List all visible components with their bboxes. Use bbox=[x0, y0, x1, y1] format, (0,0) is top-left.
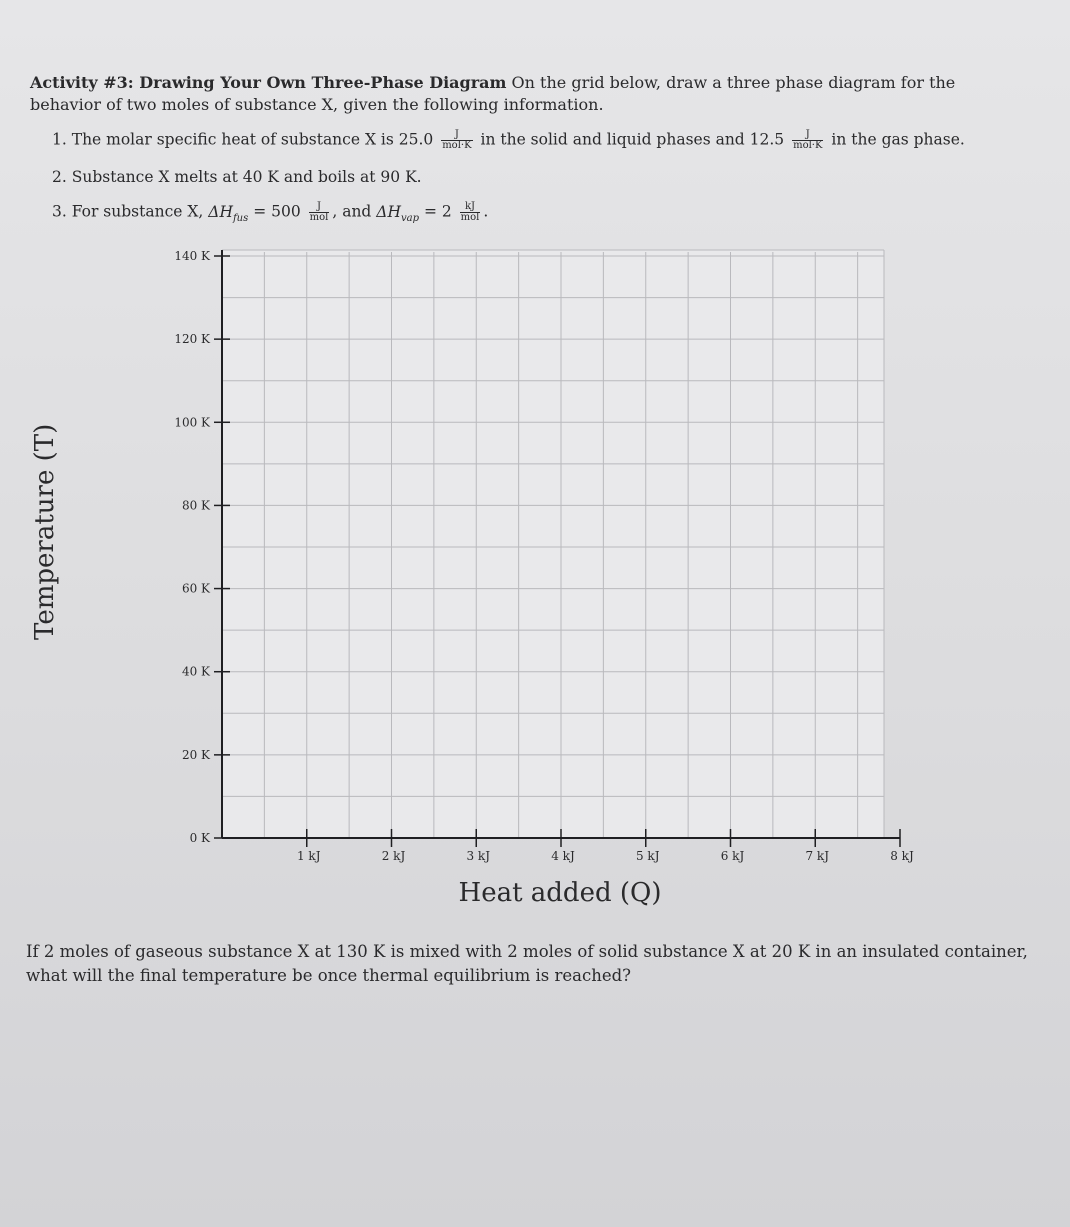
x-tick-label: 2 kJ bbox=[381, 849, 406, 863]
y-tick-label: 100 K bbox=[174, 415, 210, 430]
y-tick-label: 0 K bbox=[189, 831, 210, 845]
list-item: 3. For substance X, $\Delta H_{fus} = 500$ $\frac{J}{\text{mol}}$ , and $\Delta H_{vap} = 2$ $\frac{kJ}{\text{mol}}$ . bbox=[52, 201, 489, 224]
unit-fraction: $\frac{J}{\text{mol}}$ bbox=[309, 201, 329, 223]
unit-fraction: $\frac{J}{\text{mol·K}}$ bbox=[793, 129, 823, 151]
activity-instructions: On the grid below, draw a three phase diagram for the behavior of two moles of substance X, given the following information. bbox=[30, 73, 956, 114]
y-tick-label: 20 K bbox=[181, 747, 210, 762]
delta-h-vap: $\Delta H_{vap}$ bbox=[376, 202, 420, 224]
dh-vap-value: = 2 bbox=[423, 202, 452, 221]
x-tick-label: 8 kJ bbox=[890, 849, 914, 863]
unit-fraction: $\frac{kJ}{\text{mol}}$ bbox=[460, 201, 480, 223]
y-axis-label: Temperature (T) bbox=[30, 423, 60, 640]
x-tick-label: 5 kJ bbox=[635, 849, 660, 863]
item-number: 1. bbox=[52, 130, 67, 149]
item-number: 2. bbox=[52, 168, 67, 186]
item-text: Substance X melts at 40 K and boils at 90 K. bbox=[71, 168, 422, 186]
x-tick-label: 1 kJ bbox=[296, 849, 321, 863]
item-text: , and bbox=[332, 202, 372, 221]
question-text: If 2 moles of gaseous substance X at 130 K is mixed with 2 moles of solid substance X at 20 K in an insulated container, what will the final temperature be once thermal equilibrium is reached? bbox=[26, 942, 1028, 985]
x-tick-label: 3 kJ bbox=[466, 849, 491, 863]
item-text: The molar specific heat of substance X is 25.0 bbox=[71, 130, 434, 149]
y-tick-label: 60 K bbox=[181, 581, 210, 596]
y-tick-label: 40 K bbox=[181, 664, 210, 679]
x-tick-label: 7 kJ bbox=[805, 849, 830, 863]
activity-title: Activity #3: Drawing Your Own Three-Phase Diagram bbox=[30, 73, 507, 92]
unit-fraction: $\frac{J}{\text{mol·K}}$ bbox=[442, 129, 472, 151]
dh-fus-value: = 500 bbox=[253, 202, 301, 221]
y-tick-label: 120 K bbox=[174, 332, 210, 347]
item-number: 3. bbox=[52, 202, 67, 221]
grid-background bbox=[222, 250, 884, 838]
item-text: For substance X, bbox=[71, 202, 204, 221]
y-tick-label: 140 K bbox=[174, 249, 210, 263]
delta-h-fus: $\Delta H_{fus}$ bbox=[208, 202, 249, 224]
item-text: in the gas phase. bbox=[831, 130, 965, 149]
y-tick-label: 80 K bbox=[181, 498, 210, 513]
item-text: in the solid and liquid phases and 12.5 bbox=[480, 130, 785, 149]
x-tick-label: 6 kJ bbox=[720, 849, 745, 863]
x-axis-label: Heat added (Q) bbox=[458, 878, 662, 908]
x-tick-label: 4 kJ bbox=[551, 849, 575, 863]
